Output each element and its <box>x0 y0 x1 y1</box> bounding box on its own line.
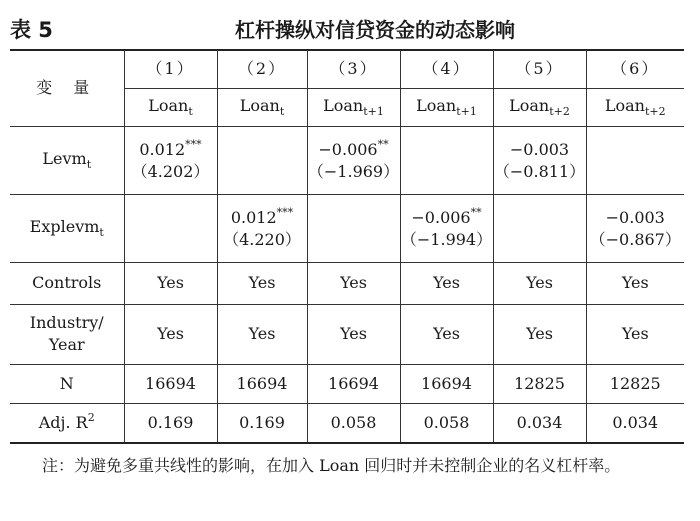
table-row-industry-year <box>10 304 684 364</box>
column-number: （3） <box>307 50 400 88</box>
coef-cell: −0.003 （−0.811） <box>493 126 586 194</box>
table-row-levm <box>10 126 684 194</box>
coef-cell: −0.003 （−0.867） <box>586 194 684 262</box>
table-cell: 12825 <box>493 364 586 403</box>
row-label-industry-year: Industry/ Year <box>10 304 124 364</box>
table-row-explevm <box>10 194 684 262</box>
table-cell: Yes <box>400 262 493 304</box>
coef-cell <box>400 126 493 194</box>
table-cell: 0.034 <box>493 403 586 442</box>
row-label-n: N <box>10 364 124 403</box>
coef-cell <box>586 126 684 194</box>
table-cell: Yes <box>307 304 400 364</box>
table-cell: 16694 <box>307 364 400 403</box>
coef-cell <box>493 194 586 262</box>
dependent-variable: Loan$_{t+2}$ <box>493 88 586 126</box>
table-cell: Yes <box>493 304 586 364</box>
bottom-rule <box>10 442 684 444</box>
table-cell: 16694 <box>124 364 217 403</box>
dependent-variable: Loan$_{t+1}$ <box>400 88 493 126</box>
column-number: （1） <box>124 50 217 88</box>
table-cell: Yes <box>400 304 493 364</box>
column-number: （5） <box>493 50 586 88</box>
table-cell: Yes <box>586 304 684 364</box>
table-row-n <box>10 364 684 403</box>
table-cell: 0.034 <box>586 403 684 442</box>
dependent-variable: Loan$_{t+2}$ <box>586 88 684 126</box>
dependent-variable: Loan$_t$ <box>124 88 217 126</box>
coef-cell <box>217 126 307 194</box>
table-cell: 16694 <box>400 364 493 403</box>
table-row-adj-r2 <box>10 403 684 442</box>
table-row-controls <box>10 262 684 304</box>
table-cell: Yes <box>307 262 400 304</box>
table-cell: Yes <box>493 262 586 304</box>
row-label-controls: Controls <box>10 262 124 304</box>
regression-table <box>10 50 684 442</box>
table-cell: 0.058 <box>400 403 493 442</box>
dependent-variable: Loan$_{t+1}$ <box>307 88 400 126</box>
variable-header: 变 量 <box>10 50 124 126</box>
table-cell: 0.169 <box>124 403 217 442</box>
table-cell: 16694 <box>217 364 307 403</box>
coef-cell <box>307 194 400 262</box>
table-title: 杠杆操纵对信贷资金的动态影响 <box>235 18 515 42</box>
column-number-row <box>10 50 684 88</box>
table-note: 注：为避免多重共线性的影响，在加入 Loan 回归时并未控制企业的名义杠杆率。 <box>42 456 621 475</box>
coef-cell: −0.006** （−1.994） <box>400 194 493 262</box>
table-cell: 0.058 <box>307 403 400 442</box>
table-cell: Yes <box>586 262 684 304</box>
table-cell: Yes <box>124 262 217 304</box>
coef-cell: −0.006** （−1.969） <box>307 126 400 194</box>
row-label-levm: Levm$_t$ <box>10 126 124 194</box>
table-caption <box>0 0 700 50</box>
column-number: （2） <box>217 50 307 88</box>
coef-cell: 0.012*** （4.202） <box>124 126 217 194</box>
table-cell: 12825 <box>586 364 684 403</box>
column-number: （4） <box>400 50 493 88</box>
column-number: （6） <box>586 50 684 88</box>
row-label-adj-r2: Adj. $R^2$ <box>10 403 124 442</box>
table-cell: 0.169 <box>217 403 307 442</box>
table-cell: Yes <box>217 262 307 304</box>
coef-cell <box>124 194 217 262</box>
coef-cell: 0.012*** （4.220） <box>217 194 307 262</box>
row-label-explevm: Explevm$_t$ <box>10 194 124 262</box>
table-cell: Yes <box>124 304 217 364</box>
dependent-variable: Loan$_t$ <box>217 88 307 126</box>
table-label: 表 5 <box>10 18 53 42</box>
table-cell: Yes <box>217 304 307 364</box>
